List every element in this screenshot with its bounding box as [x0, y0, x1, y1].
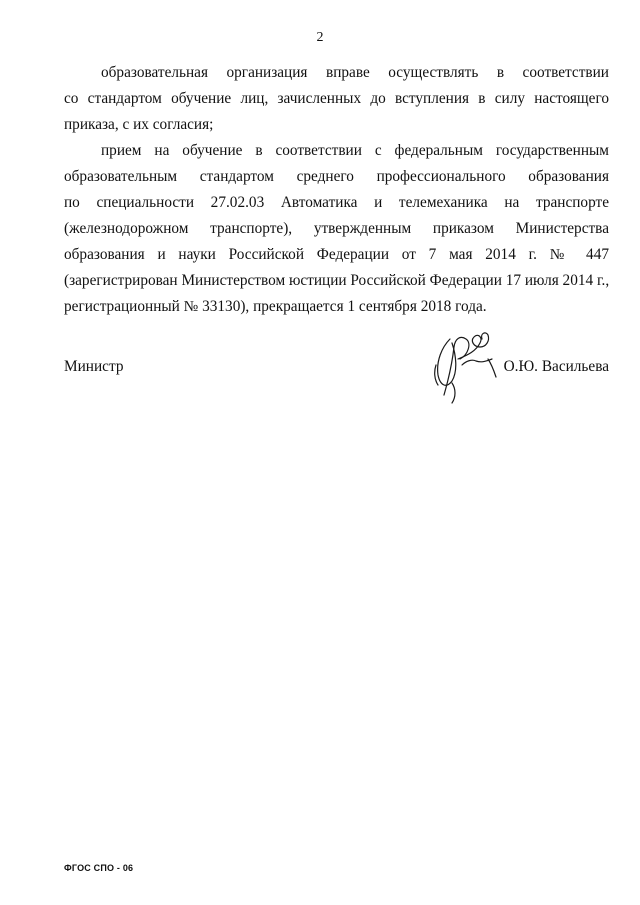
paragraph-line: образовательным стандартом среднего профессионального образования [64, 168, 609, 185]
page-number: 2 [316, 30, 324, 45]
paragraph-line: со стандартом обучение лиц, зачисленных до вступления в силу настоящего [64, 90, 609, 107]
paragraph-line: образовательная организация вправе осуществлять в соответствии [101, 64, 609, 81]
paragraph-line: (железнодорожном транспорте), утвержденным приказом Министерства [64, 220, 609, 237]
paragraph-line: по специальности 27.02.03 Автоматика и телемеханика на транспорте [64, 194, 609, 211]
document-code: ФГОС СПО - 06 [64, 863, 134, 873]
paragraph-line: приказа, с их согласия; [64, 116, 214, 133]
paragraph-line: образования и науки Российской Федерации от 7 мая 2014 г. № 447 [64, 246, 609, 263]
signatory-name: О.Ю. Васильева [503, 358, 609, 375]
signatory-title: Министр [64, 358, 124, 375]
paragraph-line: регистрационный № 33130), прекращается 1 сентября 2018 года. [64, 298, 487, 315]
handwritten-signature [422, 325, 512, 405]
paragraph-line: прием на обучение в соответствии с федеральным государственным [101, 142, 609, 159]
paragraph-line: (зарегистрирован Министерством юстиции Российской Федерации 17 июля 2014 г., [64, 272, 610, 289]
